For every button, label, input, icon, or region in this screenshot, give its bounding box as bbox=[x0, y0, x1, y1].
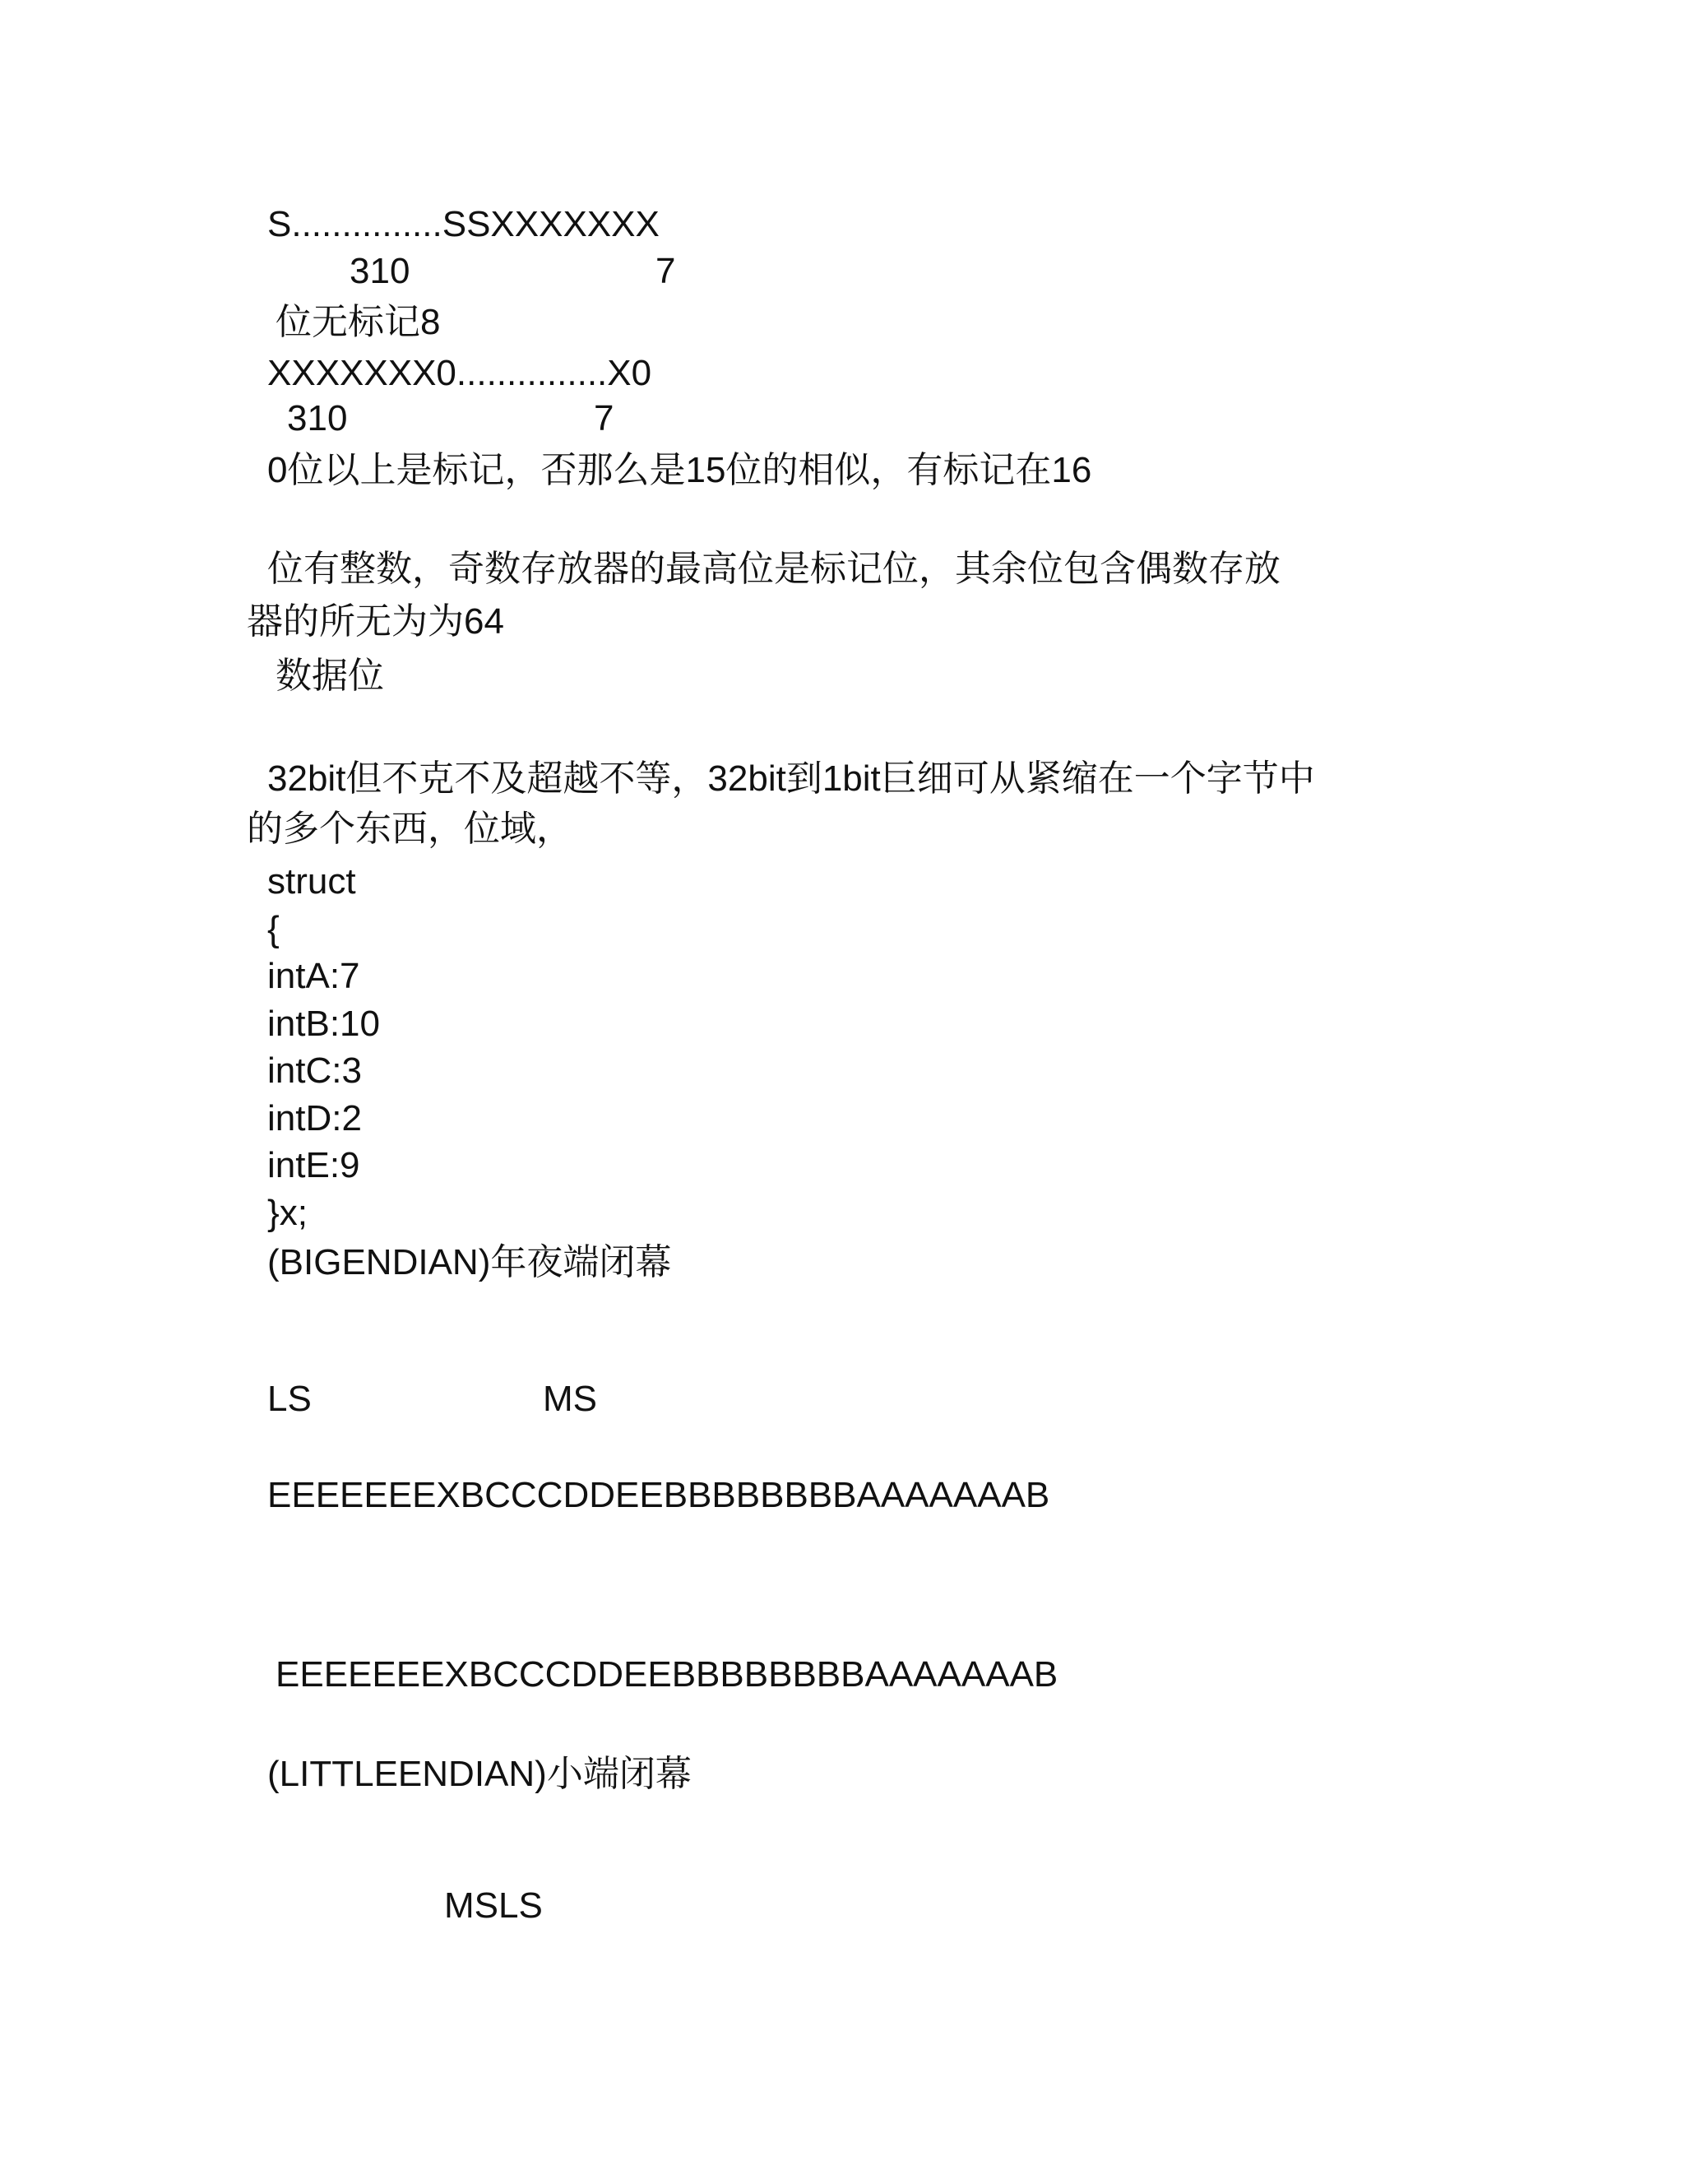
bit-index-high-2: 310 bbox=[287, 398, 348, 438]
paragraph-bitfield-line2: 的多个东西，位域， bbox=[247, 809, 572, 849]
big-endian-bit-sequence: EEEEEEEXBCCCDDEEBBBBBBBBAAAAAAAB bbox=[267, 1475, 1050, 1515]
paragraph-bitfield-line1: 32bit但不克不及超越不等，32bit到1bit巨细可从紧缩在一个字节中 bbox=[267, 758, 1315, 799]
code-struct-keyword: struct bbox=[267, 861, 356, 902]
paragraph-16bit-signed: 0位以上是标记，否那么是15位的相似，有标记在16 bbox=[267, 450, 1092, 490]
paragraph-64bit-line2: 器的所无为为64 bbox=[247, 601, 504, 642]
code-field-b: intB:10 bbox=[267, 1004, 380, 1044]
unsigned-8bit-note: 位无标记8 bbox=[276, 302, 441, 342]
bit-layout-unsigned-line: XXXXXXX0...............X0 bbox=[267, 353, 652, 393]
bit-index-low: 7 bbox=[655, 251, 676, 291]
bit-index-high: 310 bbox=[350, 251, 410, 291]
code-field-c: intC:3 bbox=[267, 1050, 362, 1091]
label-ms: MS bbox=[543, 1379, 597, 1419]
label-msls: MSLS bbox=[444, 1885, 543, 1926]
heading-big-endian: (BIGENDIAN)年夜端闭幕 bbox=[267, 1242, 672, 1282]
code-open-brace: { bbox=[267, 909, 280, 949]
code-close-brace: }x; bbox=[267, 1193, 308, 1233]
little-endian-bit-sequence: EEEEEEEXBCCCDDEEBBBBBBBBAAAAAAAB bbox=[276, 1654, 1058, 1695]
code-field-d: intD:2 bbox=[267, 1098, 362, 1138]
heading-little-endian: (LITTLEENDIAN)小端闭幕 bbox=[267, 1754, 692, 1794]
paragraph-64bit-line3: 数据位 bbox=[276, 656, 384, 696]
bit-layout-signed-line: S...............SSXXXXXXX bbox=[267, 204, 660, 244]
label-ls: LS bbox=[267, 1379, 312, 1419]
code-field-a: intA:7 bbox=[267, 956, 360, 996]
bit-index-low-2: 7 bbox=[594, 398, 614, 438]
paragraph-64bit-line1: 位有整数，奇数存放器的最高位是标记位，其余位包含偶数存放 bbox=[267, 549, 1281, 589]
code-field-e: intE:9 bbox=[267, 1145, 360, 1185]
